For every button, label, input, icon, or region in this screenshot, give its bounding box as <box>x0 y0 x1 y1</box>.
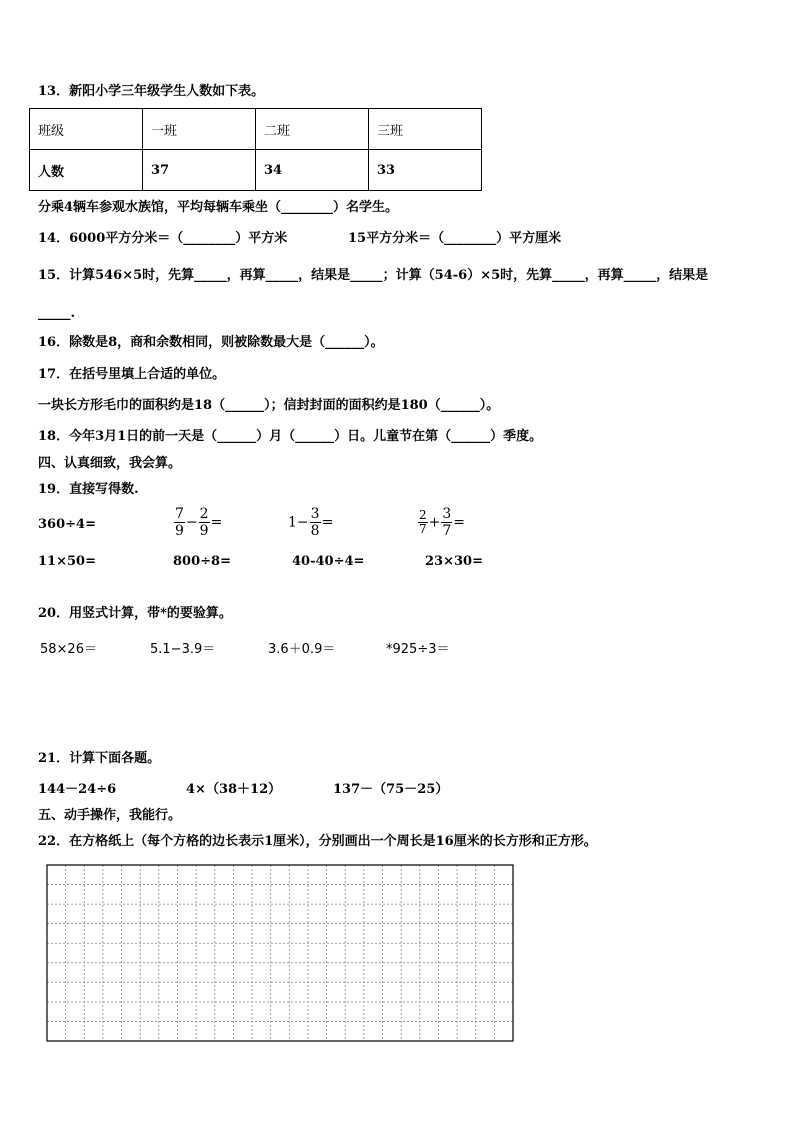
question-21-title: 21．计算下面各题。 <box>38 751 161 766</box>
square-grid-paper[interactable] <box>46 864 514 1042</box>
operand: 1− <box>288 514 309 531</box>
equals-sign: = <box>210 514 223 531</box>
question-14-part2: 15平方分米＝（________）平方厘米 <box>348 231 562 246</box>
expression-4-times-sum: 4×（38＋12） <box>186 782 282 797</box>
table-cell: 三班 <box>369 109 482 150</box>
expression-23-times-30: 23×30= <box>425 554 483 569</box>
section-5-heading: 五、动手操作，我能行。 <box>38 808 182 823</box>
expression-11-times-50: 11×50= <box>38 554 96 569</box>
section-4-heading: 四、认真细致，我会算。 <box>38 456 182 471</box>
expression-144-minus-24-div-6: 144－24÷6 <box>38 782 117 797</box>
expression-one-minus-fraction <box>288 506 333 539</box>
question-15-line1: 15．计算546×5时，先算_____，再算_____，结果是_____；计算（54-6）×5时，先算_____，再算_____，结果是 <box>38 268 709 283</box>
expression-fraction-subtract <box>173 506 222 539</box>
expression-800-div-8: 800÷8= <box>173 554 231 569</box>
numerator: 3 <box>310 506 320 522</box>
vertical-calc-925-div-3: *925÷3＝ <box>386 642 450 657</box>
class-student-table <box>29 108 482 191</box>
numerator: 3 <box>442 506 452 522</box>
expression-360-div-4: 360÷4= <box>38 517 96 532</box>
question-19-title: 19．直接写得数. <box>38 482 139 497</box>
table-cell: 一班 <box>143 109 256 150</box>
operator: − <box>185 514 198 531</box>
expression-137-minus-diff: 137－（75－25） <box>333 782 449 797</box>
fraction <box>174 506 185 539</box>
table-cell: 37 <box>143 150 256 191</box>
equals-sign: = <box>321 514 334 531</box>
numerator: 2 <box>419 508 427 522</box>
question-22: 22．在方格纸上（每个方格的边长表示1厘米），分别画出一个周长是16厘米的长方形和正方形。 <box>38 834 597 849</box>
denominator: 7 <box>419 522 427 536</box>
question-16: 16．除数是8，商和余数相同，则被除数最大是（______）。 <box>38 335 384 350</box>
table-cell: 班级 <box>30 109 143 150</box>
denominator: 9 <box>175 523 184 539</box>
numerator: 7 <box>175 506 184 522</box>
grid-border <box>47 865 513 1041</box>
question-13-title: 13．新阳小学三年级学生人数如下表。 <box>38 84 265 99</box>
question-17-body: 一块长方形毛巾的面积约是18（______）；信封封面的面积约是180（______）。 <box>38 398 500 413</box>
question-18: 18．今年3月1日的前一天是（______）月（______）日。儿童节在第（______）季度。 <box>38 429 543 444</box>
table-cell: 34 <box>256 150 369 191</box>
fraction <box>199 506 210 539</box>
expression-fraction-add <box>417 506 465 539</box>
fraction <box>418 509 428 536</box>
question-13-question: 分乘4辆车参观水族馆，平均每辆车乘坐（________）名学生。 <box>38 200 399 215</box>
operator: + <box>428 514 441 531</box>
vertical-calc-58-times-26: 58×26＝ <box>40 642 97 657</box>
denominator: 8 <box>310 523 320 539</box>
table-cell: 33 <box>369 150 482 191</box>
expression-40-minus-40-div-4: 40-40÷4= <box>292 554 365 569</box>
table-cell: 二班 <box>256 109 369 150</box>
table-cell: 人数 <box>30 150 143 191</box>
vertical-calc-5.1-minus-3.9: 5.1−3.9＝ <box>150 642 216 657</box>
denominator: 9 <box>199 523 209 539</box>
question-14-part1: 14．6000平方分米＝（________）平方米 <box>38 231 288 246</box>
fraction <box>310 506 321 539</box>
numerator: 2 <box>199 506 209 522</box>
equals-sign: = <box>453 514 466 531</box>
question-17-title: 17．在括号里填上合适的单位。 <box>38 367 226 382</box>
denominator: 7 <box>442 523 452 539</box>
table-row <box>30 109 482 150</box>
vertical-calc-3.6-plus-0.9: 3.6＋0.9＝ <box>268 642 336 657</box>
fraction <box>441 506 452 539</box>
question-15-line2: _____. <box>38 306 76 321</box>
table-row <box>30 150 482 191</box>
question-20-title: 20．用竖式计算，带*的要验算。 <box>38 606 232 621</box>
